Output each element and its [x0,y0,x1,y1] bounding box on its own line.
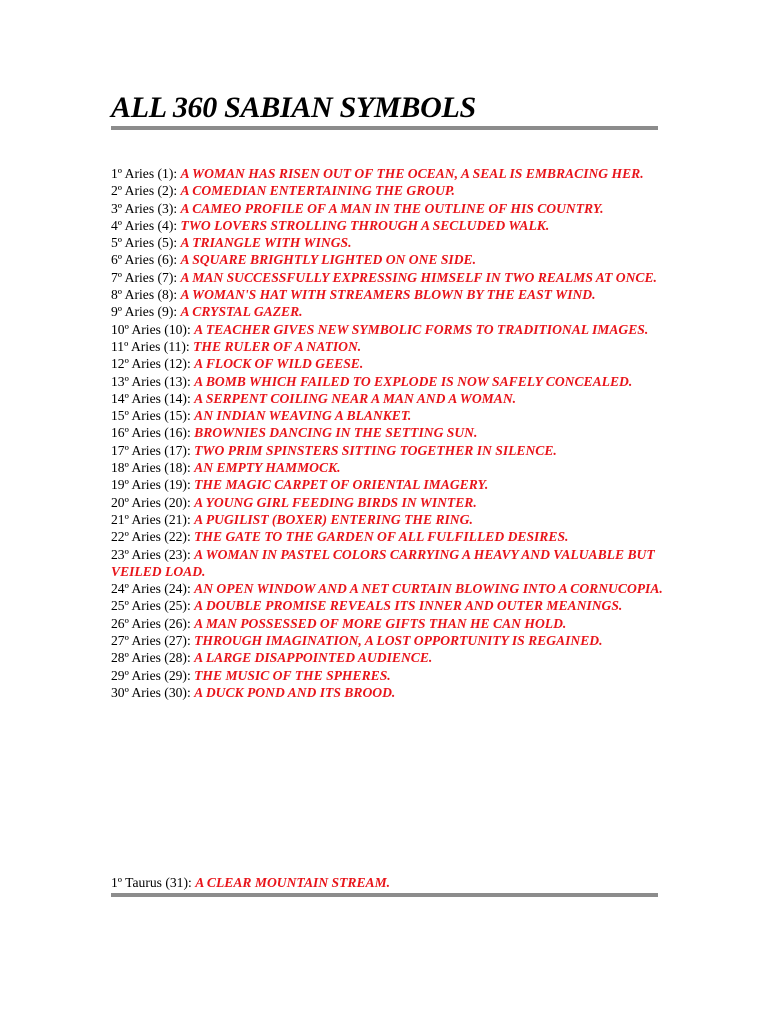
entry-symbol: A COMEDIAN ENTERTAINING THE GROUP. [180,183,455,199]
title-divider [111,126,658,130]
symbol-entry [111,476,671,493]
entry-degree: 17º Aries (17): [111,442,195,458]
symbol-entry [111,165,671,182]
entry-degree: 16º Aries (16): [111,425,195,441]
entry-symbol: THE GATE TO THE GARDEN OF ALL FULFILLED DESIRES. [194,529,569,545]
entry-degree: 27º Aries (27): [111,633,195,649]
symbol-entry [111,684,671,701]
entry-symbol: BROWNIES DANCING IN THE SETTING SUN. [194,425,478,441]
entry-degree: 2º Aries (2): [111,183,181,199]
page-title: ALL 360 SABIAN SYMBOLS [111,91,476,124]
entry-symbol: THE MUSIC OF THE SPHERES. [194,667,391,683]
entry-degree: 29º Aries (29): [111,667,195,683]
entry-symbol: A WOMAN IN PASTEL COLORS CARRYING A HEAVY AND VALUABLE BUT VEILED LOAD. [111,546,655,579]
symbol-entry [111,251,671,268]
entry-degree: 28º Aries (28): [111,650,195,666]
symbol-entry [111,407,671,424]
entry-symbol: A MAN POSSESSED OF MORE GIFTS THAN HE CAN HOLD. [194,615,567,631]
symbol-entry [111,355,671,372]
entry-symbol: AN INDIAN WEAVING A BLANKET. [194,408,412,424]
symbol-entry [111,303,671,320]
aries-symbol-list [111,165,671,701]
entry-symbol: A DOUBLE PROMISE REVEALS ITS INNER AND OUTER MEANINGS. [194,598,623,614]
symbol-entry [111,580,671,597]
entry-degree: 5º Aries (5): [111,235,181,251]
symbol-entry [111,459,671,476]
symbol-entry [111,234,671,251]
symbol-entry [111,269,671,286]
entry-symbol: A TRIANGLE WITH WINGS. [180,235,352,251]
entry-symbol: A DUCK POND AND ITS BROOD. [194,684,396,700]
symbol-entry [111,338,671,355]
entry-degree: 4º Aries (4): [111,217,181,233]
entry-symbol: A CRYSTAL GAZER. [180,304,303,320]
entry-symbol: AN EMPTY HAMMOCK. [194,460,341,476]
symbol-entry [111,615,671,632]
symbol-entry [111,390,671,407]
entry-degree: 13º Aries (13): [111,373,195,389]
entry-symbol: A CLEAR MOUNTAIN STREAM. [195,875,391,890]
entry-degree: 3º Aries (3): [111,200,181,216]
entry-symbol: THROUGH IMAGINATION, A LOST OPPORTUNITY IS REGAINED. [194,633,603,649]
symbol-entry [111,442,671,459]
symbol-entry [111,511,671,528]
symbol-entry [111,424,671,441]
entry-degree: 23º Aries (23): [111,546,195,562]
entry-degree: 20º Aries (20): [111,494,195,510]
symbol-entry [111,632,671,649]
symbol-entry [111,373,671,390]
symbol-entry [111,546,671,581]
symbol-entry [111,597,671,614]
symbol-entry [111,182,671,199]
entry-degree: 22º Aries (22): [111,529,195,545]
entry-degree: 19º Aries (19): [111,477,195,493]
entry-degree: 18º Aries (18): [111,460,195,476]
section-divider [111,893,658,897]
entry-degree: 24º Aries (24): [111,581,195,597]
entry-degree: 1º Aries (1): [111,166,181,181]
entry-degree: 21º Aries (21): [111,511,195,527]
entry-degree: 15º Aries (15): [111,408,195,424]
entry-degree: 1º Taurus (31): [111,875,196,890]
entry-symbol: A SERPENT COILING NEAR A MAN AND A WOMAN. [194,390,517,406]
symbol-entry [111,217,671,234]
entry-symbol: A WOMAN'S HAT WITH STREAMERS BLOWN BY THE EAST WIND. [180,287,596,303]
entry-symbol: TWO PRIM SPINSTERS SITTING TOGETHER IN SILENCE. [194,442,557,458]
entry-degree: 25º Aries (25): [111,598,195,614]
entry-symbol: A WOMAN HAS RISEN OUT OF THE OCEAN, A SEAL IS EMBRACING HER. [180,166,644,181]
entry-degree: 10º Aries (10): [111,321,195,337]
symbol-entry [111,200,671,217]
symbol-entry [111,286,671,303]
entry-symbol: A BOMB WHICH FAILED TO EXPLODE IS NOW SAFELY CONCEALED. [194,373,633,389]
symbol-entry [111,494,671,511]
entry-symbol: A YOUNG GIRL FEEDING BIRDS IN WINTER. [194,494,477,510]
entry-symbol: A TEACHER GIVES NEW SYMBOLIC FORMS TO TRADITIONAL IMAGES. [194,321,649,337]
entry-degree: 30º Aries (30): [111,684,195,700]
entry-symbol: THE RULER OF A NATION. [193,338,362,354]
symbol-entry [111,321,671,338]
entry-degree: 7º Aries (7): [111,269,181,285]
entry-degree: 9º Aries (9): [111,304,181,320]
symbol-entry [111,528,671,545]
entry-symbol: A LARGE DISAPPOINTED AUDIENCE. [194,650,433,666]
entry-degree: 11º Aries (11): [111,338,194,354]
entry-degree: 26º Aries (26): [111,615,195,631]
entry-degree: 14º Aries (14): [111,390,195,406]
entry-symbol: TWO LOVERS STROLLING THROUGH A SECLUDED WALK. [180,217,550,233]
entry-symbol: A CAMEO PROFILE OF A MAN IN THE OUTLINE OF HIS COUNTRY. [180,200,604,216]
entry-degree: 6º Aries (6): [111,252,181,268]
entry-symbol: A PUGILIST (BOXER) ENTERING THE RING. [194,511,473,527]
entry-symbol: AN OPEN WINDOW AND A NET CURTAIN BLOWING INTO A CORNUCOPIA. [194,581,663,597]
entry-degree: 12º Aries (12): [111,356,195,372]
entry-symbol: A SQUARE BRIGHTLY LIGHTED ON ONE SIDE. [180,252,476,268]
entry-symbol: A MAN SUCCESSFULLY EXPRESSING HIMSELF IN TWO REALMS AT ONCE. [180,269,657,285]
entry-degree: 8º Aries (8): [111,287,181,303]
entry-symbol: THE MAGIC CARPET OF ORIENTAL IMAGERY. [194,477,489,493]
taurus-entry [111,874,671,891]
entry-symbol: A FLOCK OF WILD GEESE. [194,356,364,372]
symbol-entry [111,667,671,684]
symbol-entry [111,649,671,666]
